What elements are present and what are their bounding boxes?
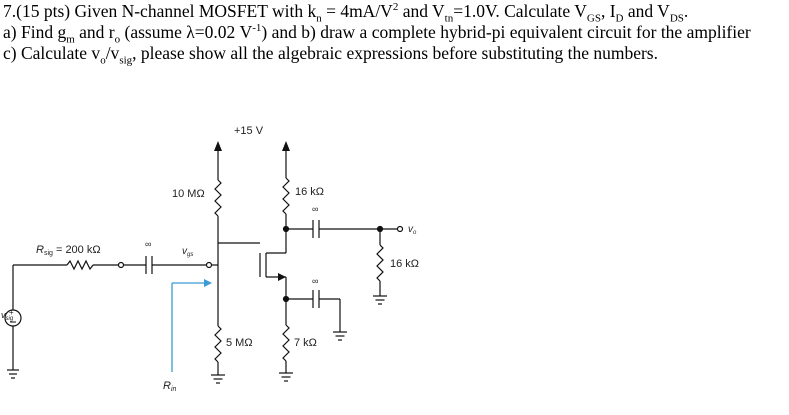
source-resistor-label: 7 kΩ: [294, 337, 317, 349]
text: 7.(15 pts) Given N-channel MOSFET with k: [3, 1, 317, 21]
subscript: tn: [444, 12, 454, 25]
vgs-subscript: gs: [187, 252, 194, 258]
vgs-label: [182, 246, 193, 258]
vo-subscript: o: [413, 230, 417, 236]
text: c) Calculate v: [3, 43, 101, 63]
text: ) and b) draw a complete hybrid-pi equivalent circuit for the amplifier: [261, 22, 751, 42]
text: .: [683, 1, 689, 21]
text: and V: [398, 1, 445, 21]
text: and V: [623, 1, 670, 21]
supply-arrow-gate: [214, 141, 222, 151]
rsig-subscript: sig: [43, 250, 53, 257]
circuit-wires: [5, 150, 403, 383]
output-cap-label: ∞: [312, 204, 319, 214]
source-cap-label: ∞: [312, 276, 319, 286]
subscript: DS: [669, 12, 684, 25]
rsig-label: [36, 244, 101, 257]
text: = 4mA/V: [321, 1, 393, 21]
rsig-symbol: R: [36, 244, 44, 256]
drain-resistor-label: 16 kΩ: [295, 186, 325, 198]
subscript: o: [100, 54, 106, 67]
subscript: n: [316, 12, 322, 25]
text: (assume λ=0.02 V: [120, 22, 253, 42]
vo-label: [408, 224, 417, 236]
subscript: GS: [586, 12, 601, 25]
subscript: sig: [119, 54, 133, 67]
vo-symbol: v: [408, 224, 413, 235]
rsig-value: = 200 kΩ: [52, 244, 101, 256]
mosfet-arrow: [278, 273, 286, 281]
subscript: D: [615, 12, 624, 25]
rin-arrowhead: [204, 279, 212, 287]
rin-label: [163, 380, 177, 393]
rin-subscript: in: [170, 386, 177, 393]
load-resistor-label: 16 kΩ: [390, 258, 420, 270]
superscript: -1: [252, 22, 262, 35]
subscript: m: [66, 33, 75, 46]
superscript: 2: [392, 1, 399, 14]
text: a) Find g: [3, 22, 67, 42]
subscript: o: [114, 33, 121, 46]
vsig-symbol: v: [1, 310, 6, 320]
supply-label: +15 V: [234, 125, 264, 137]
vsig-plus: +: [9, 308, 14, 317]
text: , I: [600, 1, 616, 21]
text: /v: [105, 43, 120, 63]
vsig-subscript: sig: [5, 316, 14, 322]
text: =1.0V. Calculate V: [453, 1, 587, 21]
vgs-symbol: v: [182, 246, 187, 257]
gate-resistor-top-label: 10 MΩ: [172, 188, 205, 200]
rin-arrow: [172, 283, 206, 372]
rin-symbol: R: [163, 380, 171, 392]
gate-resistor-bottom-label: 5 MΩ: [226, 337, 253, 349]
input-cap-label: ∞: [145, 239, 152, 249]
supply-arrow-drain: [282, 141, 290, 151]
text: and r: [74, 22, 115, 42]
text: , please show all the algebraic expressions before substituting the numbers.: [132, 43, 658, 63]
